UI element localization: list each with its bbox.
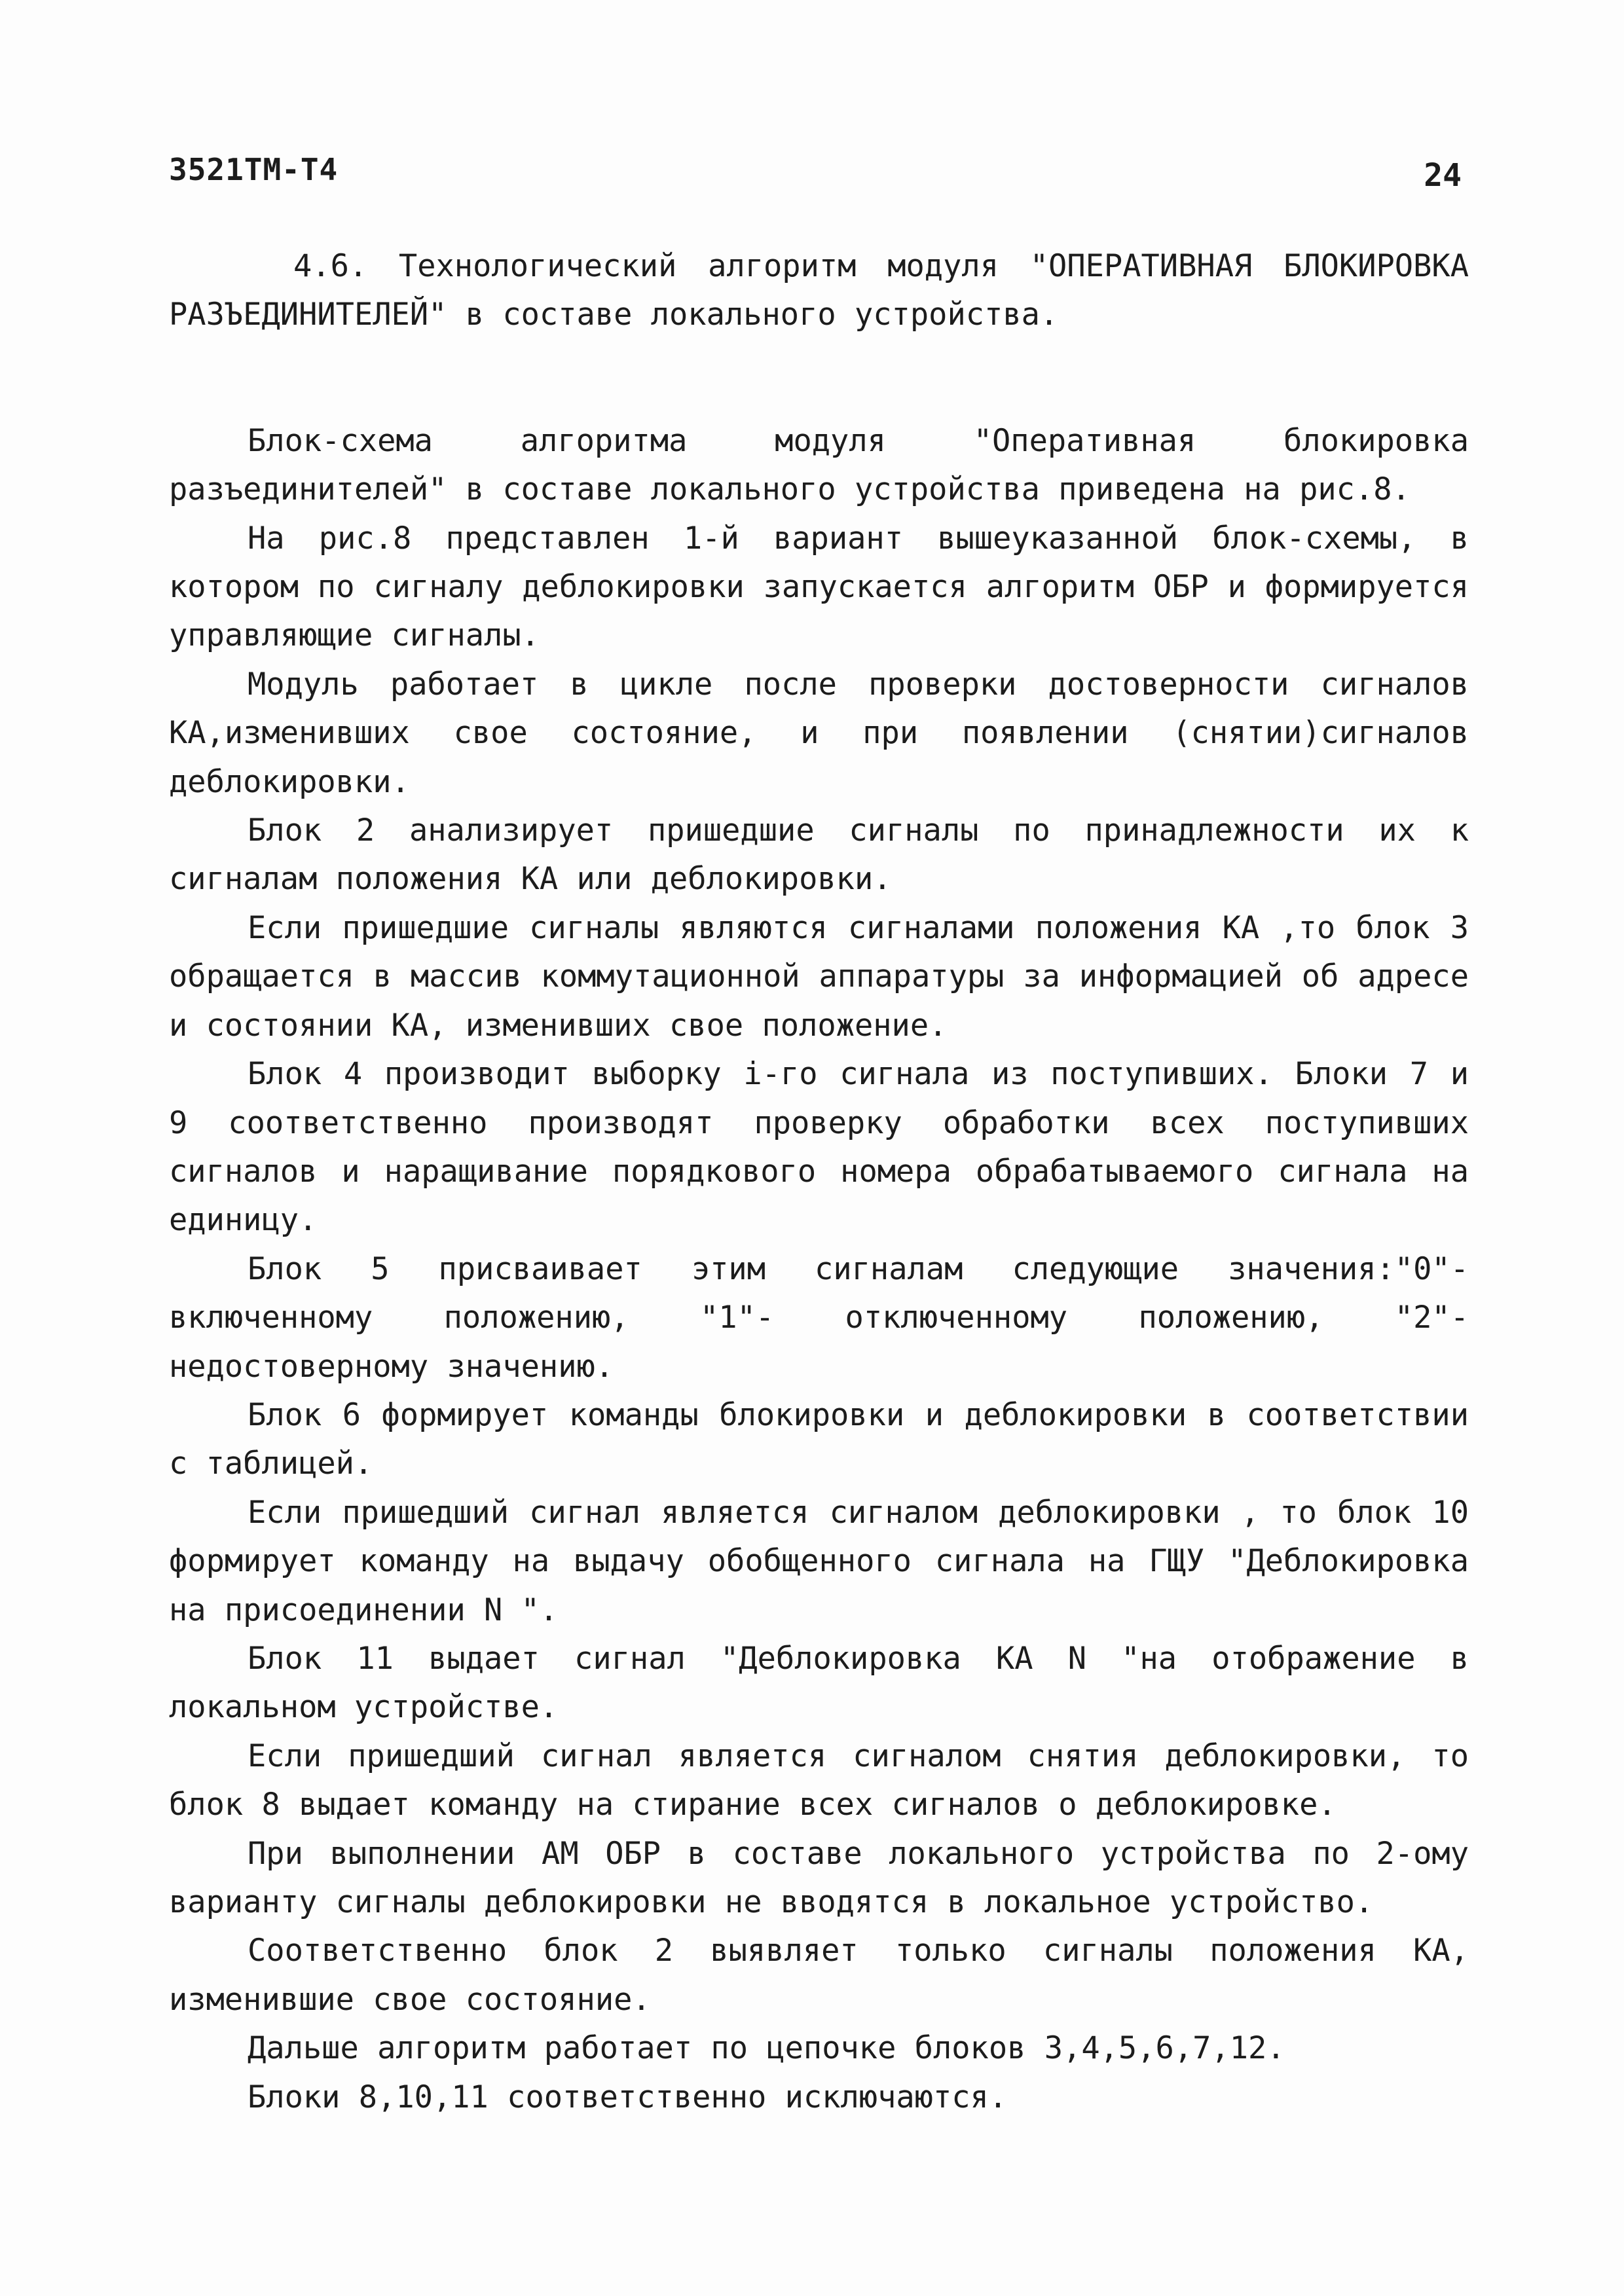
document-code: 3521ТМ-Т4 — [169, 152, 339, 187]
paragraph: Если пришедший сигнал является сигналом деблокировки , то блок 10 формирует команду на выдачу обобщенного сигнала на ГЩУ "Деблокировка на присоединении N ". — [169, 1494, 1469, 1628]
paragraph: Если пришедшие сигналы являются сигналами положения КА ,то блок 3 обращается в массив коммутационной аппаратуры за информацией об адресе и состоянии КА, изменивших свое положение. — [169, 909, 1469, 1044]
document-body — [169, 242, 1469, 2122]
paragraph: Блок 5 присваивает этим сигналам следующие значения:"0"- включенному положению, "1"- отключенному положению, "2"- недостоверному значению. — [169, 1250, 1469, 1385]
paragraph: На рис.8 представлен 1-й вариант вышеуказанной блок-схемы, в котором по сигналу деблокировки запускается алгоритм ОБР и формируется управляющие сигналы. — [169, 520, 1469, 654]
paragraph: Дальше алгоритм работает по цепочке блоков 3,4,5,6,7,12. — [248, 2030, 1285, 2067]
section-heading: 4.6. Технологический алгоритм модуля "ОПЕРАТИВНАЯ БЛОКИРОВКА РАЗЪЕДИНИТЕЛЕЙ" в составе локального устройства. — [169, 248, 1469, 333]
paragraph: Блок 2 анализирует пришедшие сигналы по принадлежности их к сигналам положения КА или деблокировки. — [169, 812, 1469, 898]
paragraph: Модуль работает в цикле после проверки достоверности сигналов КА,изменивших свое состояние, и при появлении (снятии)сигналов деблокировки. — [169, 666, 1469, 800]
paragraph: Блок 4 производит выборку i-го сигнала из поступивших. Блоки 7 и 9 соответственно производят проверку обработки всех поступивших сигналов и наращивание порядкового номера обрабатываемого сигнала на единицу. — [169, 1056, 1469, 1239]
page-number: 24 — [1424, 157, 1462, 194]
paragraph: Если пришедший сигнал является сигналом снятия деблокировки, то блок 8 выдает команду на стирание всех сигналов о деблокировке. — [169, 1738, 1469, 1823]
paragraph: Блок 6 формирует команды блокировки и деблокировки в соответствии с таблицей. — [169, 1396, 1469, 1482]
paragraph: Блок-схема алгоритма модуля "Оперативная блокировка разъединителей" в составе локального устройства приведена на рис.8. — [169, 422, 1469, 508]
paragraph: Соответственно блок 2 выявляет только сигналы положения КА, изменившие свое состояние. — [169, 1933, 1469, 2018]
paragraph: Блок 11 выдает сигнал "Деблокировка КА N "на отображение в локальном устройстве. — [169, 1640, 1469, 1726]
paragraph: Блоки 8,10,11 соответственно исключаются. — [248, 2079, 1008, 2115]
paragraph: При выполнении АМ ОБР в составе локального устройства по 2-ому варианту сигналы деблокировки не вводятся в локальное устройство. — [169, 1835, 1469, 1920]
